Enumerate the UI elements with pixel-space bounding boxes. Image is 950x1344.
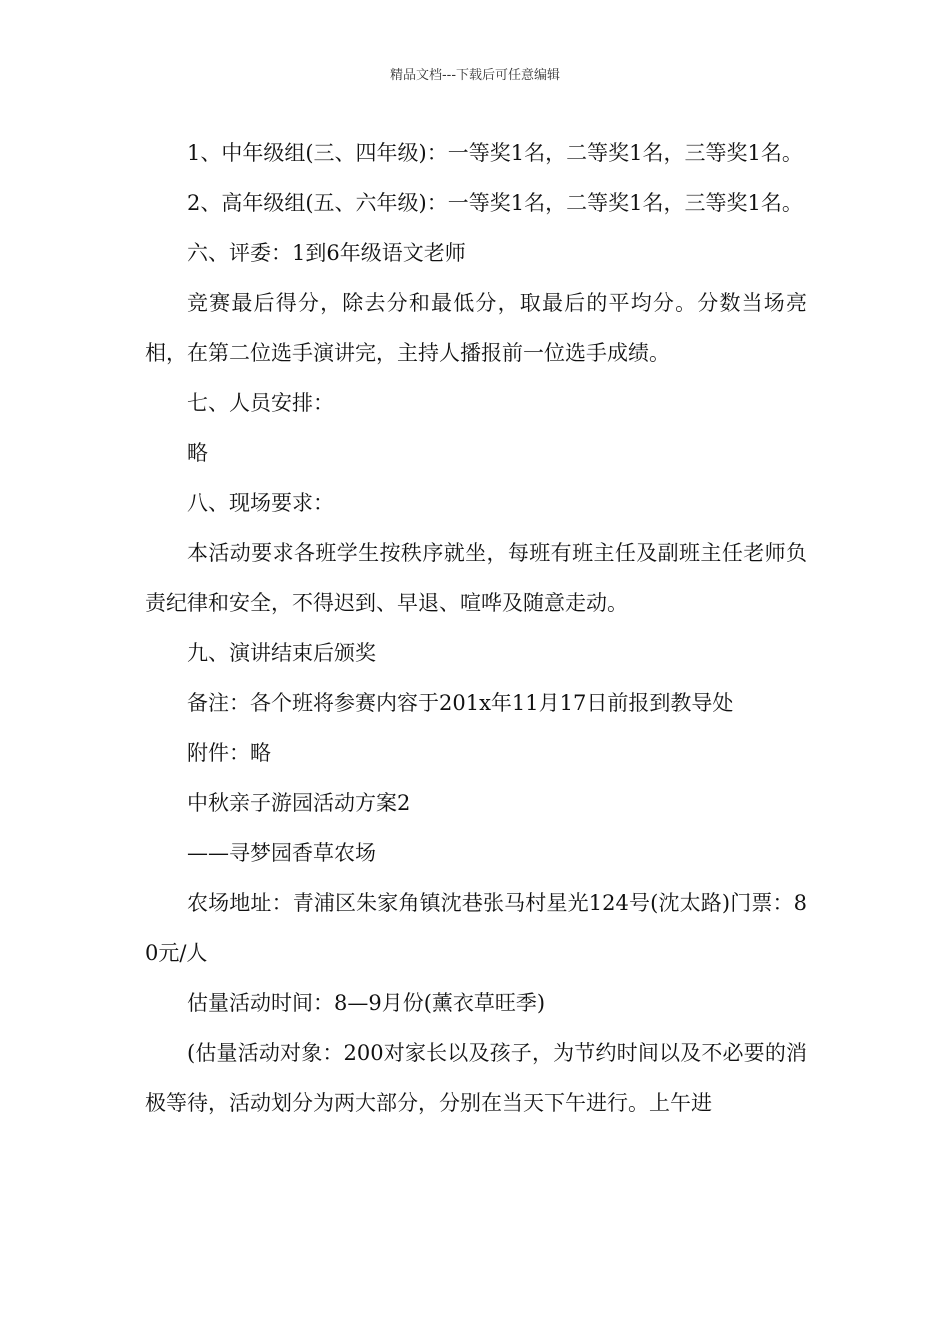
paragraph-scoring: 竞赛最后得分，除去分和最低分，取最后的平均分。分数当场亮相，在第二位选手演讲完，主持人播报前一位选手成绩。 — [145, 291, 807, 365]
paragraph-note: 备注：各个班将参赛内容于201x年11月17日前报到教导处 — [187, 691, 734, 715]
paragraph-attachment: 附件：略 — [187, 741, 271, 765]
document-subtitle-farm: ——寻梦园香草农场 — [187, 841, 376, 865]
paragraph-omitted: 略 — [187, 441, 208, 465]
paragraph-award-high-grade: 2、高年级组(五、六年级)：一等奖1名，二等奖1名，三等奖1名。 — [187, 191, 803, 215]
paragraph-award-middle-grade: 1、中年级组(三、四年级)：一等奖1名，二等奖1名，三等奖1名。 — [187, 141, 803, 165]
paragraph-activity-time: 估量活动时间：8—9月份(薰衣草旺季) — [187, 991, 546, 1015]
paragraph-farm-address: 农场地址：青浦区朱家角镇沈巷张马村星光124号(沈太路)门票：80元/人 — [145, 891, 807, 965]
section-heading-venue-requirements: 八、现场要求： — [187, 491, 334, 515]
section-heading-awards-ceremony: 九、演讲结束后颁奖 — [187, 641, 376, 665]
page-header: 精品文档---下载后可任意编辑 — [389, 68, 561, 83]
paragraph-venue-rules: 本活动要求各班学生按秩序就坐，每班有班主任及副班主任老师负责纪律和安全，不得迟到、早退、喧哗及随意走动。 — [145, 541, 807, 615]
section-heading-staffing: 七、人员安排： — [187, 391, 334, 415]
paragraph-activity-participants: (估量活动对象：200对家长以及孩子，为节约时间以及不必要的消极等待，活动划分为两大部分，分别在当天下午进行。上午进 — [145, 1041, 807, 1115]
section-heading-judges: 六、评委：1到6年级语文老师 — [187, 241, 466, 265]
document-title-mid-autumn-plan: 中秋亲子游园活动方案2 — [187, 791, 411, 815]
document-body — [145, 128, 807, 1128]
